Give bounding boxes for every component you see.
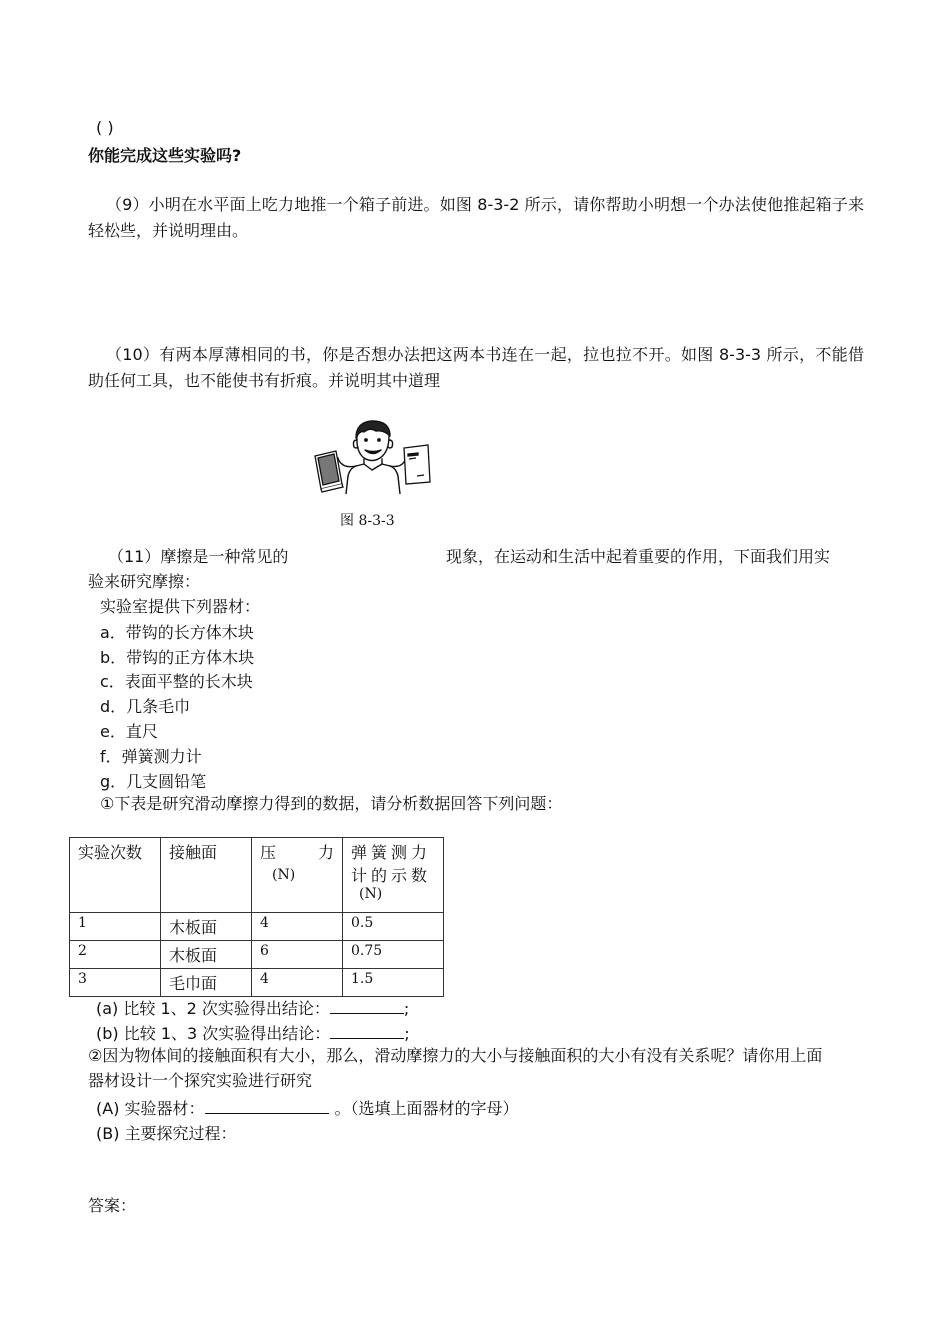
- question-10: （10）有两本厚薄相同的书，你是否想办法把这两本书连在一起，拉也拉不开。如图 8-3-3 所示，不能借助任何工具，也不能使书有折痕。并说明其中道理: [88, 345, 864, 390]
- cell-pressure: 6: [252, 941, 343, 969]
- q11-intro-part1: （11）摩擦是一种常见的: [108, 547, 289, 566]
- table-row: [70, 941, 444, 969]
- cell-pressure: 4: [252, 913, 343, 941]
- q11-intro-line2: 验来研究摩擦：: [88, 572, 201, 591]
- question-A: (A) 实验器材： 。（选填上面器材的字母）: [96, 1099, 519, 1118]
- figure-boy-holding-books: [312, 418, 434, 494]
- header-surface: 接触面: [161, 838, 252, 913]
- answer-paren: ( ): [96, 118, 114, 137]
- part2-line2: 器材设计一个探究实验进行研究: [88, 1071, 313, 1090]
- header-spring-scale: 弹簧测力 计的示数 (N): [343, 838, 444, 913]
- figure-caption: 图 8-3-3: [340, 513, 395, 529]
- cell-trial: 3: [70, 969, 161, 997]
- equipment-heading: 实验室提供下列器材：: [100, 597, 261, 616]
- friction-data-table: [69, 837, 444, 997]
- answer-label: 答案：: [88, 1196, 137, 1215]
- section-heading: 你能完成这些实验吗?: [88, 146, 242, 165]
- cell-trial: 2: [70, 941, 161, 969]
- cell-reading: 0.75: [343, 941, 444, 969]
- equipment-item: d．几条毛巾: [100, 697, 191, 716]
- table-row: [70, 913, 444, 941]
- table-row: [70, 969, 444, 997]
- question-a: (a) 比较 1、2 次实验得出结论： ;: [96, 999, 410, 1018]
- equipment-item: b．带钩的正方体木块: [100, 648, 255, 667]
- table-header-row: [70, 838, 444, 913]
- header-pressure: 压 力 (N): [252, 838, 343, 913]
- equipment-item: a．带钩的长方体木块: [100, 623, 254, 642]
- cell-surface: 毛巾面: [161, 969, 252, 997]
- cell-surface: 木板面: [161, 941, 252, 969]
- equipment-item: c．表面平整的长木块: [100, 672, 253, 691]
- answer-blank-a[interactable]: [330, 999, 404, 1014]
- question-b: (b) 比较 1、3 次实验得出结论： ;: [96, 1024, 410, 1043]
- equipment-item: e．直尺: [100, 722, 158, 741]
- cell-surface: 木板面: [161, 913, 252, 941]
- question-9: （9）小明在水平面上吃力地推一个箱子前进。如图 8-3-2 所示，请你帮助小明想一个办法使他推起箱子来轻松些，并说明理由。: [88, 195, 864, 240]
- header-trial: 实验次数: [70, 838, 161, 913]
- equipment-item: f．弹簧测力计: [100, 747, 202, 766]
- cell-trial: 1: [70, 913, 161, 941]
- question-B: (B) 主要探究过程：: [96, 1124, 237, 1143]
- equipment-item: g．几支圆铅笔: [100, 772, 207, 791]
- answer-blank-A[interactable]: [205, 1099, 329, 1114]
- cell-reading: 1.5: [343, 969, 444, 997]
- part1-instruction: ①下表是研究滑动摩擦力得到的数据，请分析数据回答下列问题：: [100, 794, 563, 813]
- cell-reading: 0.5: [343, 913, 444, 941]
- cell-pressure: 4: [252, 969, 343, 997]
- answer-blank-b[interactable]: [330, 1024, 404, 1039]
- part2-line1: ②因为物体间的接触面积有大小，那么，滑动摩擦力的大小与接触面积的大小有没有关系呢？请你用上面: [88, 1046, 823, 1065]
- q11-intro-part2: 现象，在运动和生活中起着重要的作用，下面我们用实: [446, 547, 831, 566]
